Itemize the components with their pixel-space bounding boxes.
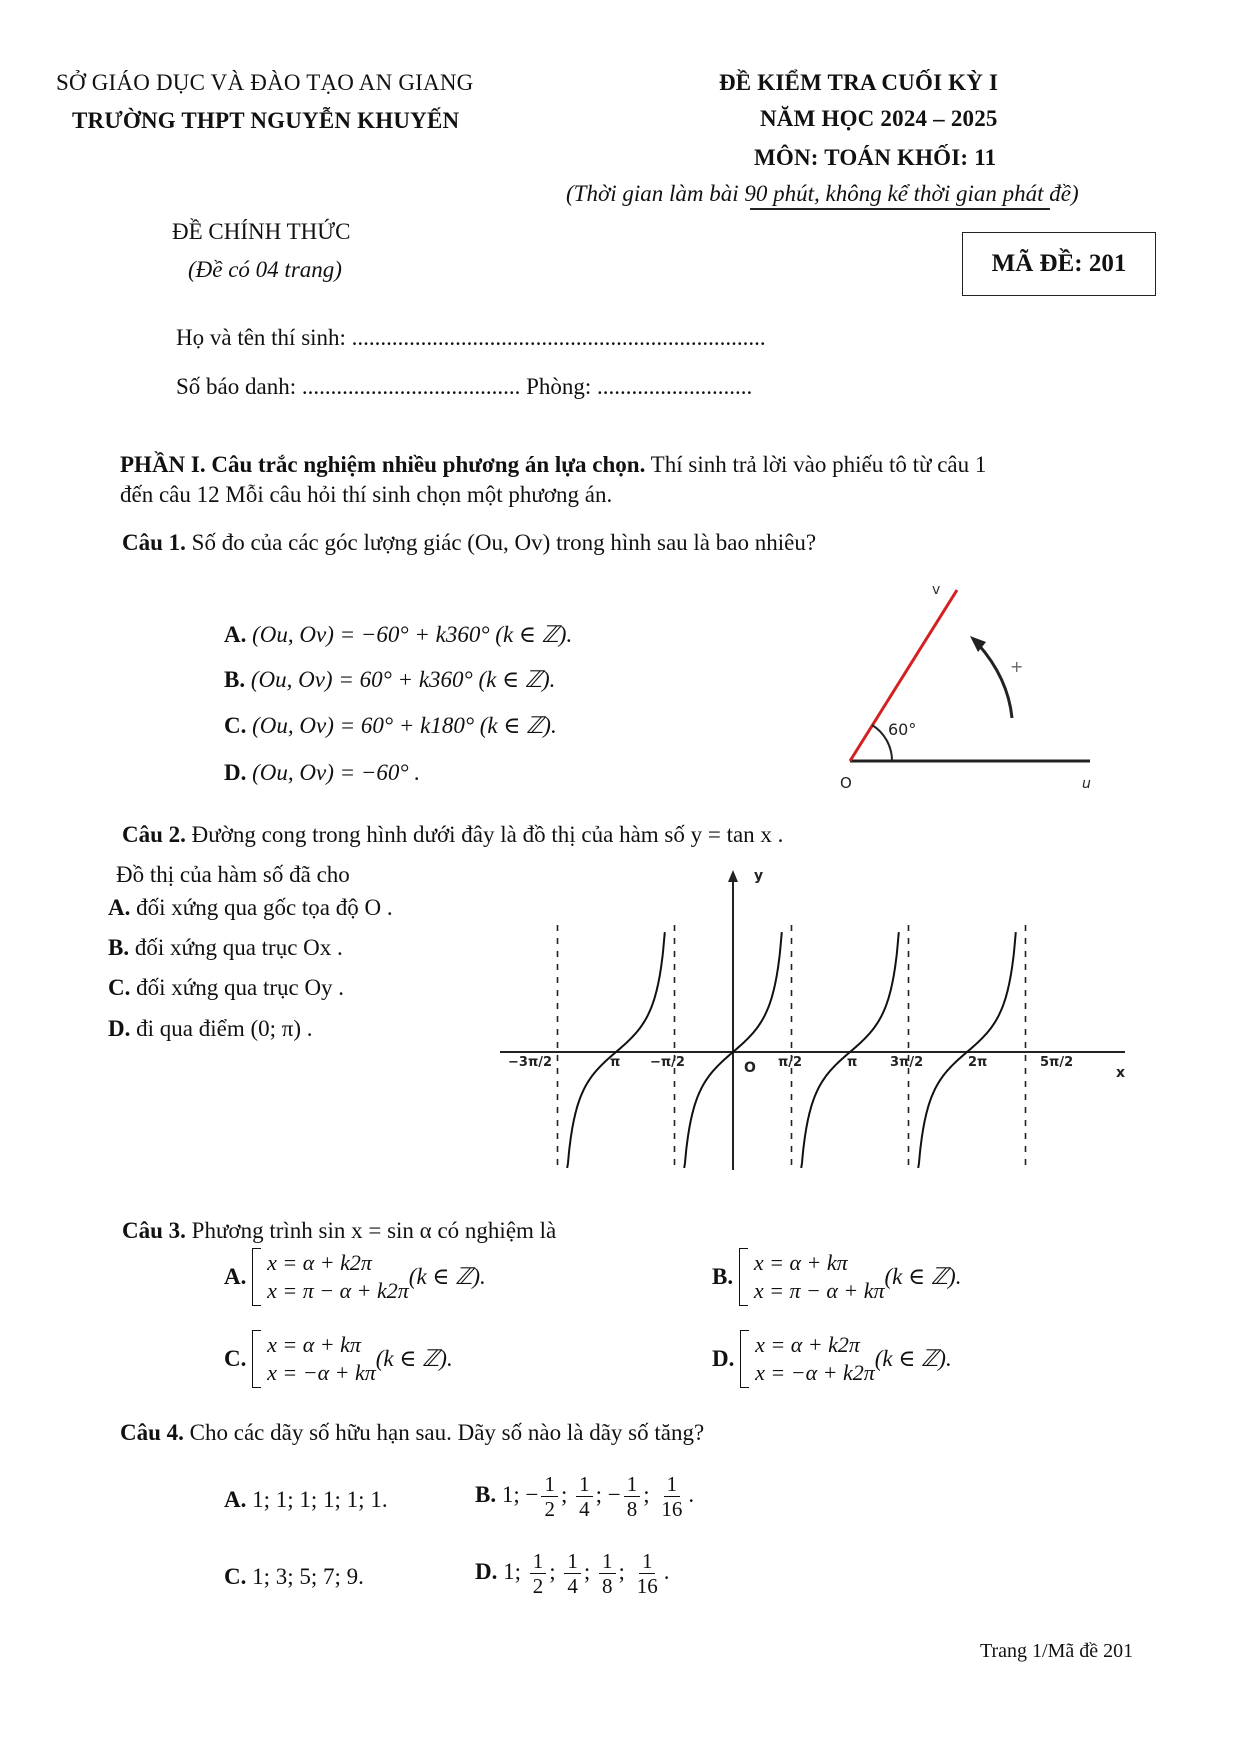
exam-code: MÃ ĐỀ: 201 — [991, 250, 1127, 277]
numerator: 1 — [541, 1472, 558, 1497]
q1-option-c-text: (Ou, Ov) = 60° + k180° (k ∈ ℤ). — [252, 713, 557, 738]
q2-option-d-text: đi qua điểm (0; π) . — [130, 1016, 313, 1041]
bracket — [252, 1330, 261, 1388]
q3-option-b — [712, 1248, 961, 1306]
q2-option-b-text: đối xứng qua trục Ox . — [129, 935, 343, 960]
denominator: 4 — [579, 1497, 590, 1521]
tick-pi-left: π — [610, 1055, 621, 1070]
fraction — [564, 1549, 581, 1598]
label-angle: 60° — [888, 720, 917, 739]
q1-label: Câu 1. — [122, 530, 186, 555]
q3-b-row2: x = π − α + kπ — [753, 1278, 885, 1303]
tick-5pi-2: 5π/2 — [1040, 1055, 1074, 1070]
tick-minus-3pi-2: −3π/2 — [508, 1055, 553, 1070]
exam-code-box — [962, 232, 1156, 296]
q2-option-a — [108, 895, 393, 921]
q3-option-c — [224, 1330, 453, 1388]
q3-a-tail: (k ∈ ℤ). — [408, 1264, 486, 1289]
q3-d-row2: x = −α + k2π — [755, 1360, 875, 1385]
pages-note: (Đề có 04 trang) — [188, 257, 342, 282]
q2-option-c — [108, 975, 344, 1001]
q2-option-b — [108, 935, 343, 961]
q4-text: Cho các dãy số hữu hạn sau. Dãy số nào là dãy số tăng? — [183, 1420, 705, 1445]
fraction — [658, 1472, 685, 1521]
q1-option-b — [224, 667, 555, 693]
fraction — [599, 1549, 616, 1598]
q1-option-b-key: B. — [224, 667, 246, 692]
q4-option-a-text: 1; 1; 1; 1; 1; 1. — [252, 1487, 388, 1512]
q2-option-b-key: B. — [108, 935, 130, 960]
part1-instruction-2: đến câu 12 Mỗi câu hỏi thí sinh chọn một phương án. — [120, 482, 613, 507]
bracket — [739, 1248, 748, 1306]
exam-title: ĐỀ KIỂM TRA CUỐI KỲ I — [719, 70, 999, 95]
numerator: 1 — [576, 1472, 593, 1497]
q1-option-d-key: D. — [224, 760, 247, 785]
numerator: 1 — [599, 1549, 616, 1574]
fraction — [634, 1549, 661, 1598]
q1-option-d-text: (Ou, Ov) = −60° . — [252, 760, 421, 785]
denominator: 16 — [661, 1497, 683, 1521]
q3-option-a-key: A. — [224, 1264, 247, 1289]
label-u: u — [1082, 776, 1091, 792]
q2-intro: Đồ thị của hàm số đã cho — [116, 862, 350, 887]
subject-grade: MÔN: TOÁN KHỐI: 11 — [754, 145, 997, 170]
q3-label: Câu 3. — [122, 1218, 186, 1243]
q2-option-a-key: A. — [108, 895, 131, 920]
q1-text: Số đo của các góc lượng giác (Ou, Ov) trong hình sau là bao nhiêu? — [185, 530, 817, 555]
q2-label: Câu 2. — [122, 822, 186, 847]
q4-option-a — [224, 1487, 388, 1513]
q2-stem — [122, 822, 783, 848]
tick-3pi-2: 3π/2 — [890, 1055, 924, 1070]
fraction — [576, 1472, 593, 1521]
q4-option-c-key: C. — [224, 1564, 247, 1589]
y-axis-arrowhead — [728, 870, 738, 882]
q4-option-c — [224, 1564, 364, 1590]
direction-arc — [978, 644, 1012, 718]
tan-branch — [918, 932, 1016, 1168]
q2-text: Đường cong trong hình dưới đây là đồ thị của hàm số y = tan x . — [185, 822, 784, 847]
q1-option-c — [224, 713, 557, 739]
q4-option-a-key: A. — [224, 1487, 247, 1512]
q1-option-c-key: C. — [224, 713, 247, 738]
q4-option-d-key: D. — [475, 1558, 498, 1584]
q3-b-row1: x = α + kπ — [753, 1250, 848, 1275]
q3-c-row1: x = α + kπ — [267, 1332, 361, 1357]
label-origin: O — [840, 774, 852, 792]
q4-option-c-text: 1; 3; 5; 7; 9. — [252, 1564, 364, 1589]
part1-title: PHẦN I. Câu trắc nghiệm nhiều phương án lựa chọn. — [120, 452, 646, 477]
denominator: 2 — [532, 1574, 544, 1598]
numerator: 1 — [530, 1549, 547, 1574]
part1-instruction: Thí sinh trả lời vào phiếu tô từ câu 1 — [645, 452, 987, 477]
tan-branch — [801, 932, 899, 1168]
label-plus: + — [1010, 657, 1024, 676]
student-name-field: Họ và tên thí sinh: ........................................................................ — [176, 325, 766, 350]
q3-d-row1: x = α + k2π — [755, 1332, 860, 1357]
q1-option-a-key: A. — [224, 622, 247, 647]
student-id-room-field: Số báo danh: ...................................... Phòng: ........................... — [176, 374, 753, 399]
q2-option-c-text: đối xứng qua trục Oy . — [130, 975, 345, 1000]
q3-option-c-key: C. — [224, 1346, 247, 1371]
part1-heading — [120, 452, 986, 478]
fraction — [624, 1472, 641, 1521]
page-footer: Trang 1/Mã đề 201 — [980, 1640, 1134, 1662]
q1-stem — [122, 530, 816, 556]
time-note: (Thời gian làm bài 90 phút, không kể thời gian phát đề) — [566, 181, 1079, 206]
tick-2pi: 2π — [968, 1055, 988, 1070]
tick-pi-2: π/2 — [778, 1055, 803, 1070]
denominator: 8 — [626, 1497, 638, 1521]
q2-option-a-text: đối xứng qua gốc tọa độ O . — [130, 895, 393, 920]
bracket — [740, 1330, 749, 1388]
q3-a-row1: x = α + k2π — [267, 1250, 372, 1275]
q2-tan-graph — [500, 860, 1150, 1170]
denominator: 4 — [567, 1574, 578, 1598]
q2-option-c-key: C. — [108, 975, 131, 1000]
numerator: 1 — [664, 1472, 681, 1497]
q3-c-row2: x = −α + kπ — [267, 1360, 376, 1385]
tick-minus-pi-2: −π/2 — [650, 1055, 685, 1070]
origin-label: O — [744, 1060, 756, 1076]
q3-option-b-key: B. — [712, 1264, 734, 1289]
q4-stem — [120, 1420, 704, 1446]
q2-option-d — [108, 1016, 313, 1042]
numerator: 1 — [564, 1549, 581, 1574]
q1-option-b-text: (Ou, Ov) = 60° + k360° (k ∈ ℤ). — [250, 667, 556, 692]
denominator: 8 — [602, 1574, 613, 1598]
q4-option-d-lead: 1; — [503, 1558, 522, 1584]
numerator: 1 — [639, 1549, 656, 1574]
q3-text: Phương trình sin x = sin α có nghiệm là — [185, 1218, 557, 1243]
q3-option-d-key: D. — [712, 1346, 735, 1371]
q2-option-d-key: D. — [108, 1016, 131, 1041]
tan-branch — [567, 932, 665, 1168]
school-name: TRƯỜNG THPT NGUYỄN KHUYẾN — [72, 108, 460, 133]
q3-option-d — [712, 1330, 952, 1388]
school-year: NĂM HỌC 2024 – 2025 — [760, 106, 998, 131]
q1-option-a-text: (Ou, Ov) = −60° + k360° (k ∈ ℤ). — [252, 622, 573, 647]
bracket — [252, 1248, 261, 1306]
q1-option-a — [224, 622, 572, 648]
q3-d-tail: (k ∈ ℤ). — [874, 1346, 952, 1371]
denominator: 2 — [544, 1497, 555, 1521]
fraction — [541, 1472, 558, 1521]
numerator: 1 — [624, 1472, 641, 1497]
tick-pi: π — [847, 1055, 858, 1070]
q3-b-tail: (k ∈ ℤ). — [884, 1264, 962, 1289]
fraction — [530, 1549, 547, 1598]
q4-option-b-lead: 1; — [501, 1481, 520, 1507]
q3-stem — [122, 1218, 556, 1244]
header-underline — [750, 208, 1050, 210]
department-name: SỞ GIÁO DỤC VÀ ĐÀO TẠO AN GIANG — [56, 70, 474, 95]
official-label: ĐỀ CHÍNH THỨC — [172, 219, 351, 244]
q4-label: Câu 4. — [120, 1420, 184, 1445]
q4-option-d: D. 1; $\frac{1}{2}$ ; $\frac{1}{4}$ ; $\frac{1}{8}$ ; $\frac{1}{16}$ . — [475, 1549, 670, 1598]
q1-option-d — [224, 760, 420, 786]
x-axis-label: x — [1116, 1065, 1126, 1081]
y-axis-label: y — [754, 868, 764, 884]
q3-c-tail: (k ∈ ℤ). — [375, 1346, 453, 1371]
q3-option-a — [224, 1248, 486, 1306]
denominator: 16 — [636, 1574, 658, 1598]
q1-angle-figure — [820, 578, 1120, 798]
q3-a-row2: x = π − α + k2π — [267, 1278, 409, 1303]
q4-option-b: B. 1; − $\frac{1}{2}$ ; $\frac{1}{4}$ ; − $\frac{1}{8}$ ; $\frac{1}{16}$ . — [475, 1472, 695, 1521]
label-v: v — [932, 582, 941, 598]
q4-option-b-key: B. — [475, 1481, 497, 1507]
